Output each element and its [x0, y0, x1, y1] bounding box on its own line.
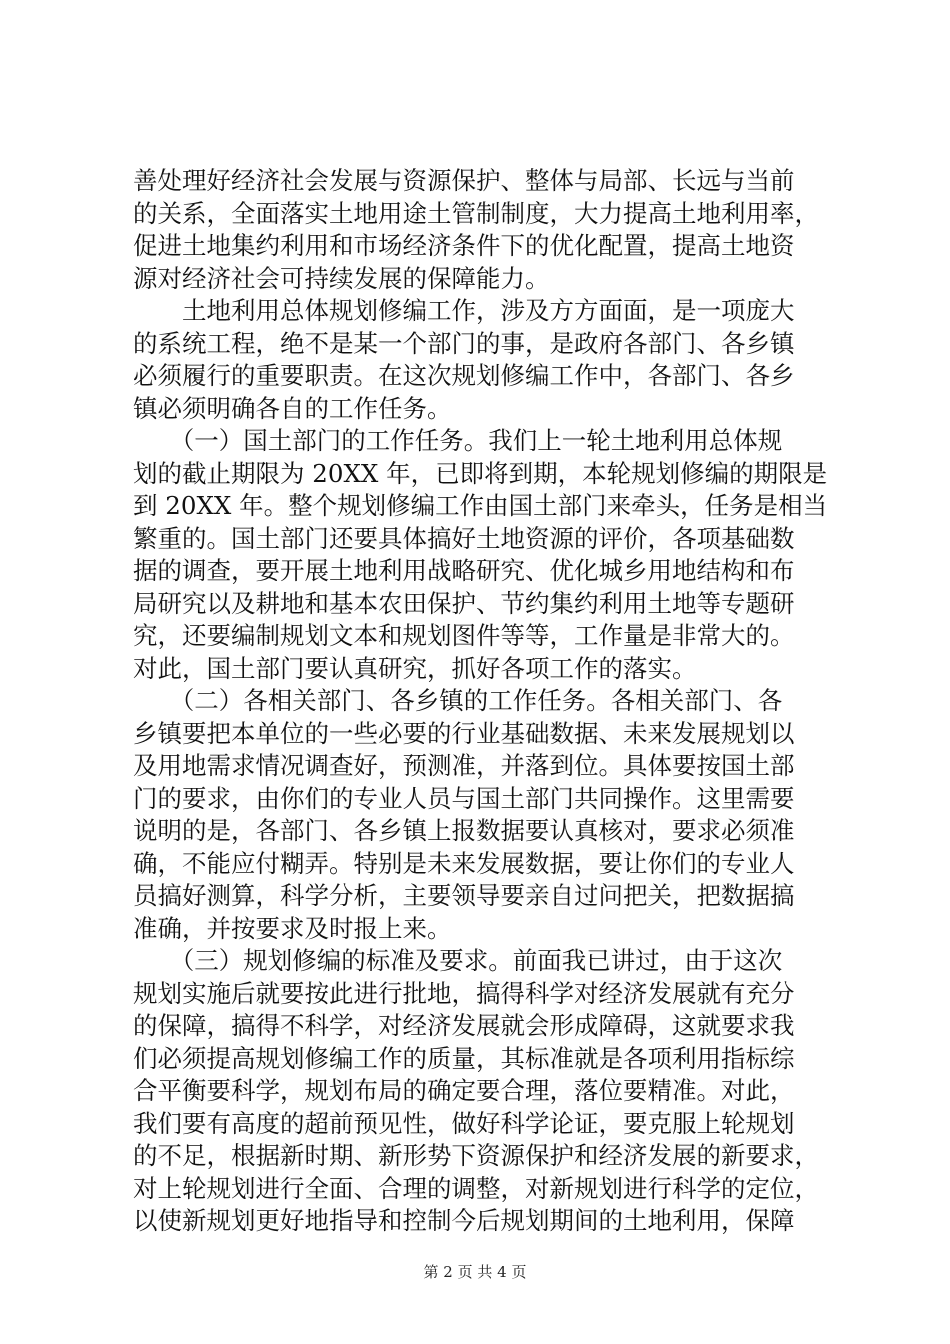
text-line: 确，不能应付糊弄。特别是未来发展数据，要让你们的专业人	[133, 848, 795, 878]
text-line: 的不足，根据新时期、新形势下资源保护和经济发展的新要求，	[133, 1141, 819, 1170]
text-line: 准确，并按要求及时报上来。	[133, 913, 452, 943]
text-line: 局研究以及耕地和基本农田保护、节约集约利用土地等专题研	[133, 588, 795, 618]
text-line: 镇必须明确各自的工作任务。	[133, 393, 452, 423]
text-line: 土地利用总体规划修编工作，涉及方方面面，是一项庞大	[133, 296, 795, 325]
text-line: 以使新规划更好地指导和控制今后规划期间的土地利用，保障	[133, 1206, 795, 1235]
text-line: 及用地需求情况调查好，预测准，并落到位。具体要按国土部	[133, 751, 795, 780]
text-line: 的系统工程，绝不是某一个部门的事，是政府各部门、各乡镇	[133, 328, 795, 358]
text-line: 乡镇要把本单位的一些必要的行业基础数据、未来发展规划以	[133, 718, 795, 748]
text-line: 据的调查，要开展土地利用战略研究、优化城乡用地结构和布	[133, 556, 795, 585]
text-line: 善处理好经济社会发展与资源保护、整体与局部、长远与当前	[133, 166, 795, 195]
text-line: 到 20XX 年。整个规划修编工作由国土部门来牵头，任务是相当	[133, 491, 828, 520]
text-line: 规划实施后就要按此进行批地，搞得科学对经济发展就有充分	[133, 978, 795, 1008]
text-line: 对上轮规划进行全面、合理的调整，对新规划进行科学的定位，	[133, 1173, 819, 1203]
text-line: （一）国土部门的工作任务。我们上一轮土地利用总体规	[133, 426, 783, 455]
text-line: 说明的是，各部门、各乡镇上报数据要认真核对，要求必须准	[133, 816, 795, 845]
text-line: 促进土地集约利用和市场经济条件下的优化配置，提高土地资	[133, 231, 795, 260]
page-number-footer: 第 2 页 共 4 页	[423, 1263, 527, 1281]
text-line: 究，还要编制规划文本和规划图件等等，工作量是非常大的。	[133, 621, 795, 650]
text-line: 的关系，全面落实土地用途土管制制度，大力提高土地利用率，	[133, 198, 819, 228]
text-line: 们必须提高规划修编工作的质量，其标准就是各项利用指标综	[133, 1043, 795, 1073]
text-line: （二）各相关部门、各乡镇的工作任务。各相关部门、各	[133, 686, 783, 715]
text-line: 的保障，搞得不科学，对经济发展就会形成障碍，这就要求我	[133, 1011, 795, 1040]
text-line: 划的截止期限为 20XX 年，已即将到期，本轮规划修编的期限是	[133, 458, 828, 488]
text-line: 必须履行的重要职责。在这次规划修编工作中，各部门、各乡	[133, 361, 795, 390]
text-line: 员搞好测算，科学分析，主要领导要亲自过问把关，把数据搞	[133, 881, 795, 910]
text-line: 合平衡要科学，规划布局的确定要合理，落位要精准。对此，	[133, 1076, 795, 1105]
text-line: 繁重的。国土部门还要具体搞好土地资源的评价，各项基础数	[133, 523, 795, 553]
text-line: 我们要有高度的超前预见性，做好科学论证，要克服上轮规划	[133, 1108, 795, 1138]
text-line: 对此，国土部门要认真研究，抓好各项工作的落实。	[133, 653, 697, 683]
text-line: 源对经济社会可持续发展的保障能力。	[133, 263, 550, 293]
text-line: （三）规划修编的标准及要求。前面我已讲过，由于这次	[133, 946, 783, 975]
text-line: 门的要求，由你们的专业人员与国土部门共同操作。这里需要	[133, 783, 795, 813]
body-text	[133, 165, 833, 1238]
